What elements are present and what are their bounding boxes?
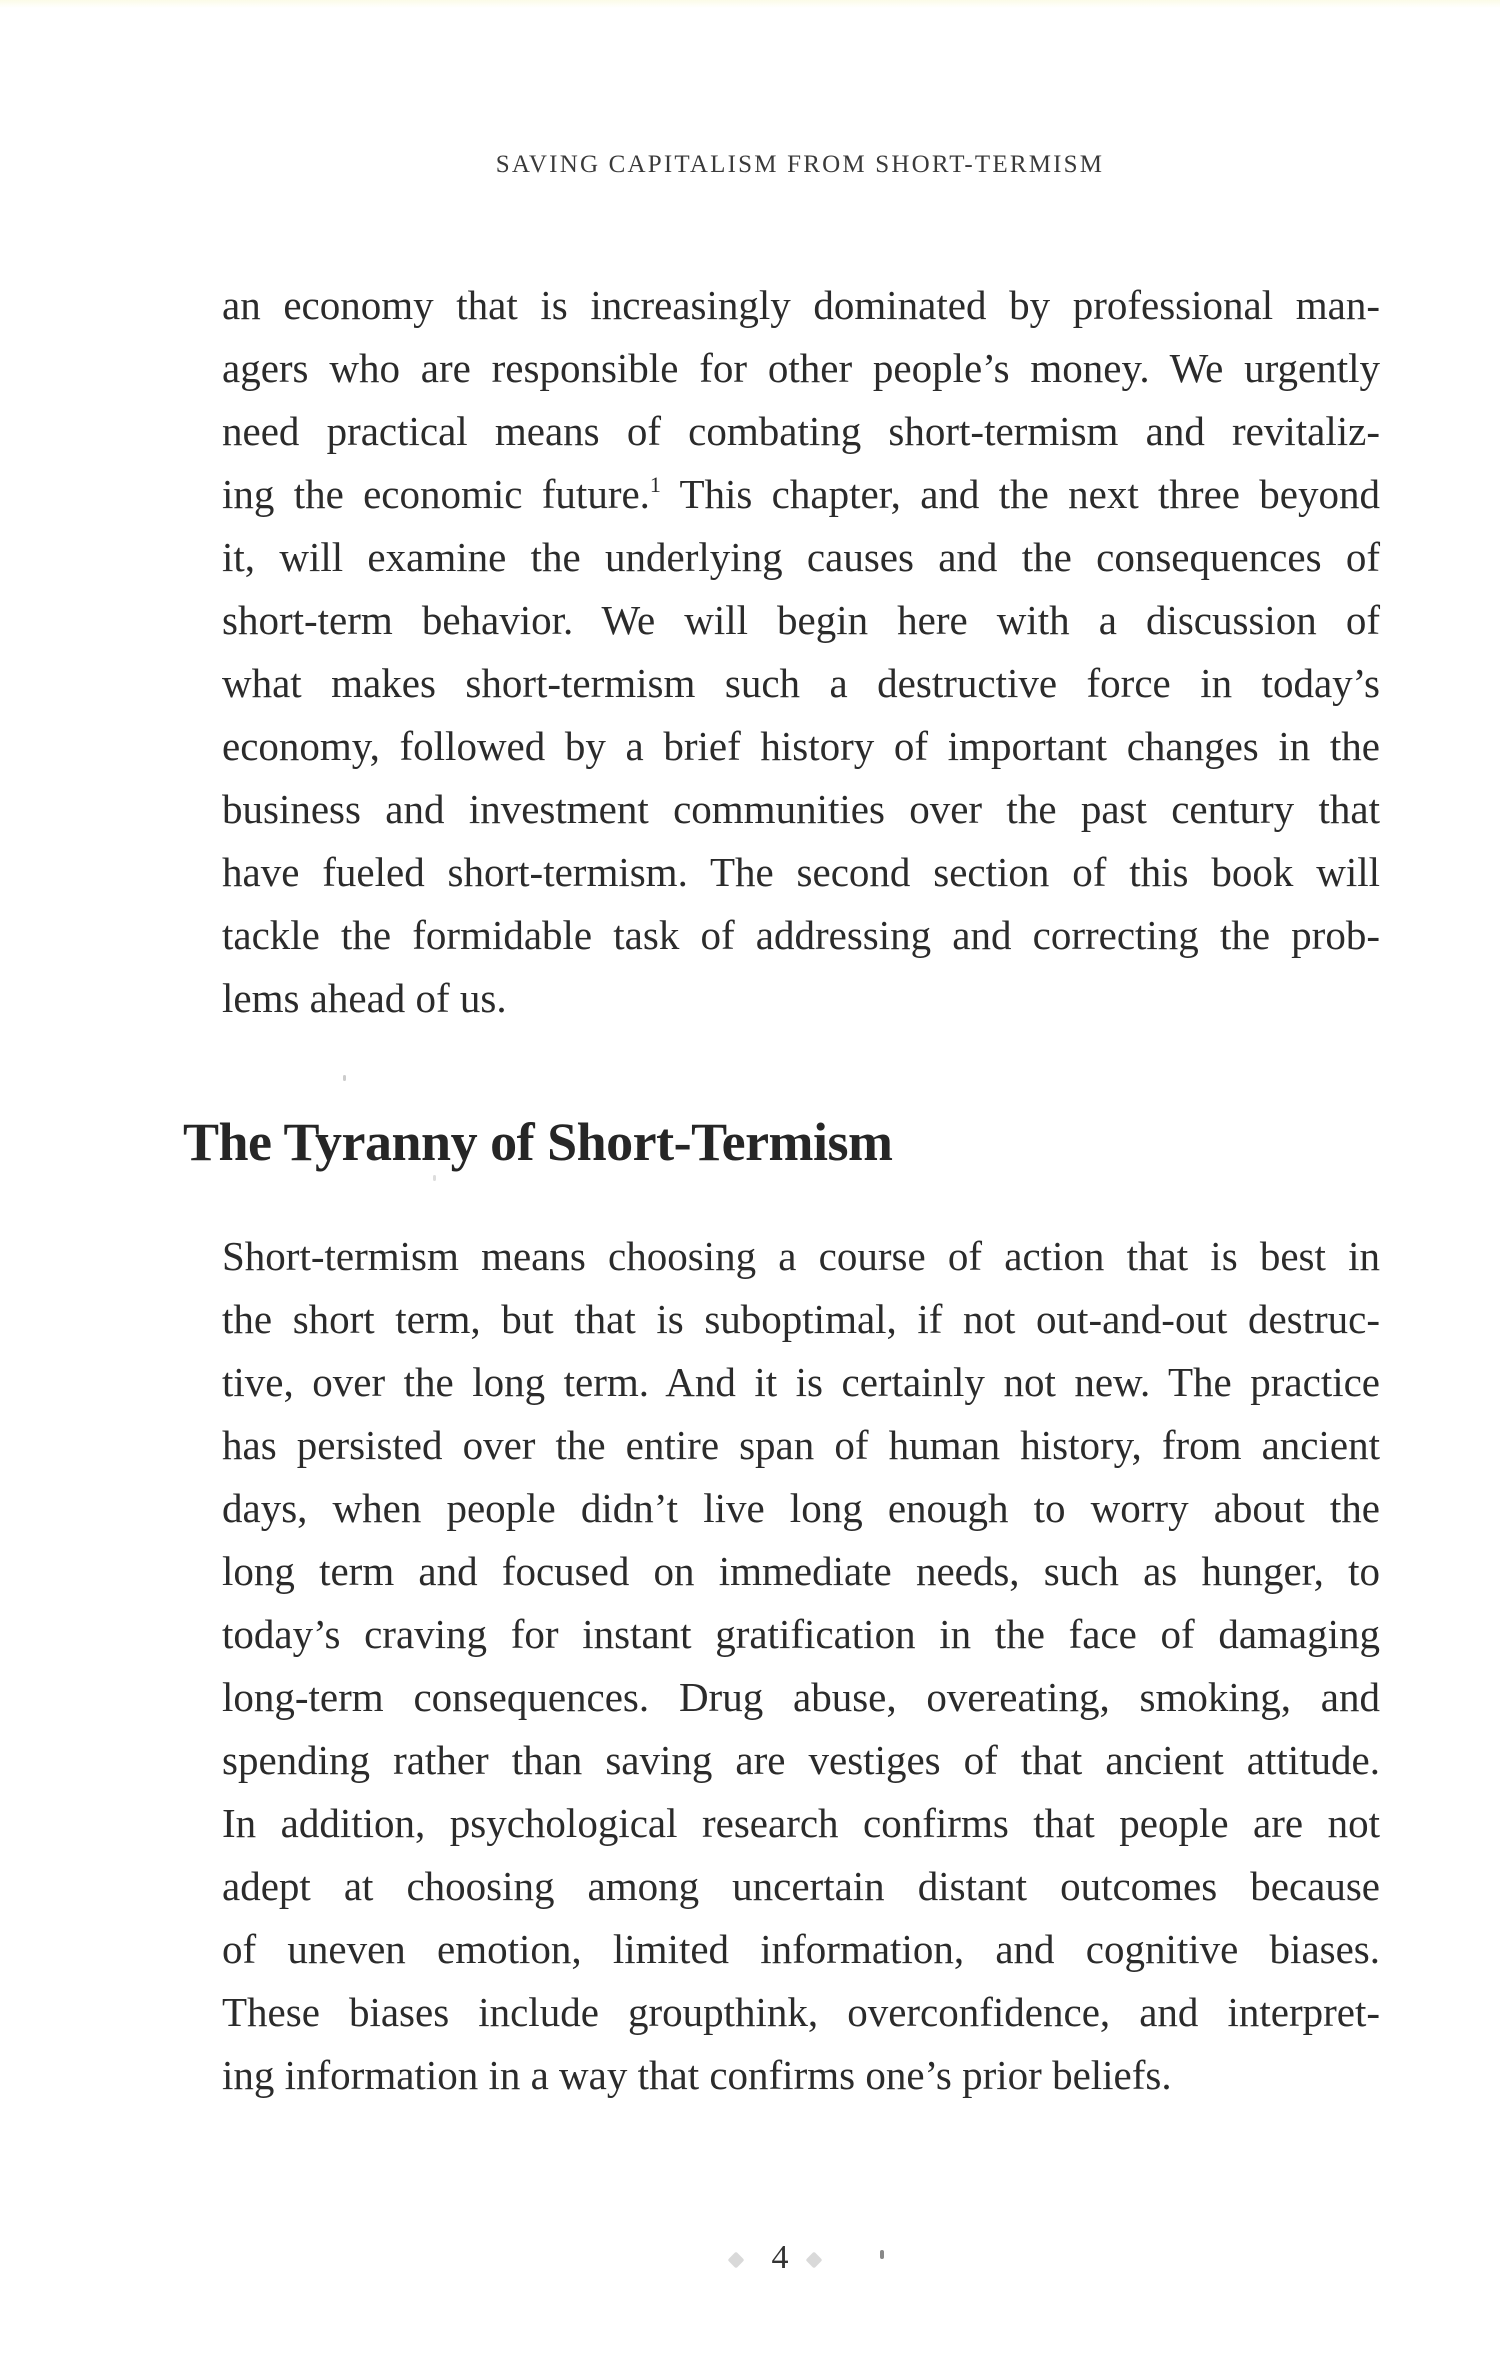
page-edge-tint (0, 0, 1500, 8)
text-line: adept at choosing among uncertain distant outcomes because (222, 1863, 1380, 1909)
text-line: In addition, psychological research confirms that people are not (222, 1800, 1380, 1846)
text-line: it, will examine the underlying causes and the consequences of (222, 534, 1380, 580)
text-line: has persisted over the entire span of human history, from ancient (222, 1422, 1380, 1468)
text-line: days, when people didn’t live long enough to worry about the (222, 1485, 1380, 1531)
text-line: tive, over the long term. And it is certainly not new. The practice (222, 1359, 1380, 1405)
text-line: ing information in a way that confirms one’s prior beliefs. (222, 2052, 1172, 2098)
scan-speck (880, 2250, 884, 2259)
text-line: an economy that is increasingly dominated by professional man- (222, 282, 1380, 328)
text-line-start: ing the economic future. (222, 471, 650, 517)
text-line (222, 469, 1380, 519)
page-number: 4 (771, 2239, 789, 2276)
text-line: spending rather than saving are vestiges of that ancient attitude. (222, 1737, 1380, 1783)
text-line: long-term consequences. Drug abuse, overeating, smoking, and (222, 1674, 1380, 1720)
text-line: These biases include groupthink, overconfidence, and interpret- (222, 1989, 1380, 2035)
text-line: what makes short-termism such a destructive force in today’s (222, 660, 1380, 706)
text-line: economy, followed by a brief history of important changes in the (222, 723, 1380, 769)
text-line: need practical means of combating short-termism and revitaliz- (222, 408, 1380, 454)
text-line: the short term, but that is suboptimal, if not out-and-out destruc- (222, 1296, 1380, 1342)
text-line-end: This chapter, and the next three beyond (660, 471, 1380, 517)
footnote-ref[interactable]: 1 (649, 472, 661, 497)
scan-speck (433, 1175, 436, 1181)
text-line: tackle the formidable task of addressing and correcting the prob- (222, 912, 1380, 958)
text-line: long term and focused on immediate needs, such as hunger, to (222, 1548, 1380, 1594)
scan-speck (343, 1075, 346, 1081)
text-line: of uneven emotion, limited information, and cognitive biases. (222, 1926, 1380, 1972)
section-heading: The Tyranny of Short-Termism (183, 1112, 893, 1172)
text-line: Short-termism means choosing a course of action that is best in (222, 1233, 1380, 1279)
text-line: agers who are responsible for other people’s money. We urgently (222, 345, 1380, 391)
text-line: today’s craving for instant gratification in the face of damaging (222, 1611, 1380, 1657)
text-line: have fueled short-termism. The second section of this book will (222, 849, 1380, 895)
text-line: short-term behavior. We will begin here with a discussion of (222, 597, 1380, 643)
text-line: business and investment communities over the past century that (222, 786, 1380, 832)
text-line: lems ahead of us. (222, 975, 507, 1021)
running-head: SAVING CAPITALISM FROM SHORT-TERMISM (495, 151, 1105, 178)
